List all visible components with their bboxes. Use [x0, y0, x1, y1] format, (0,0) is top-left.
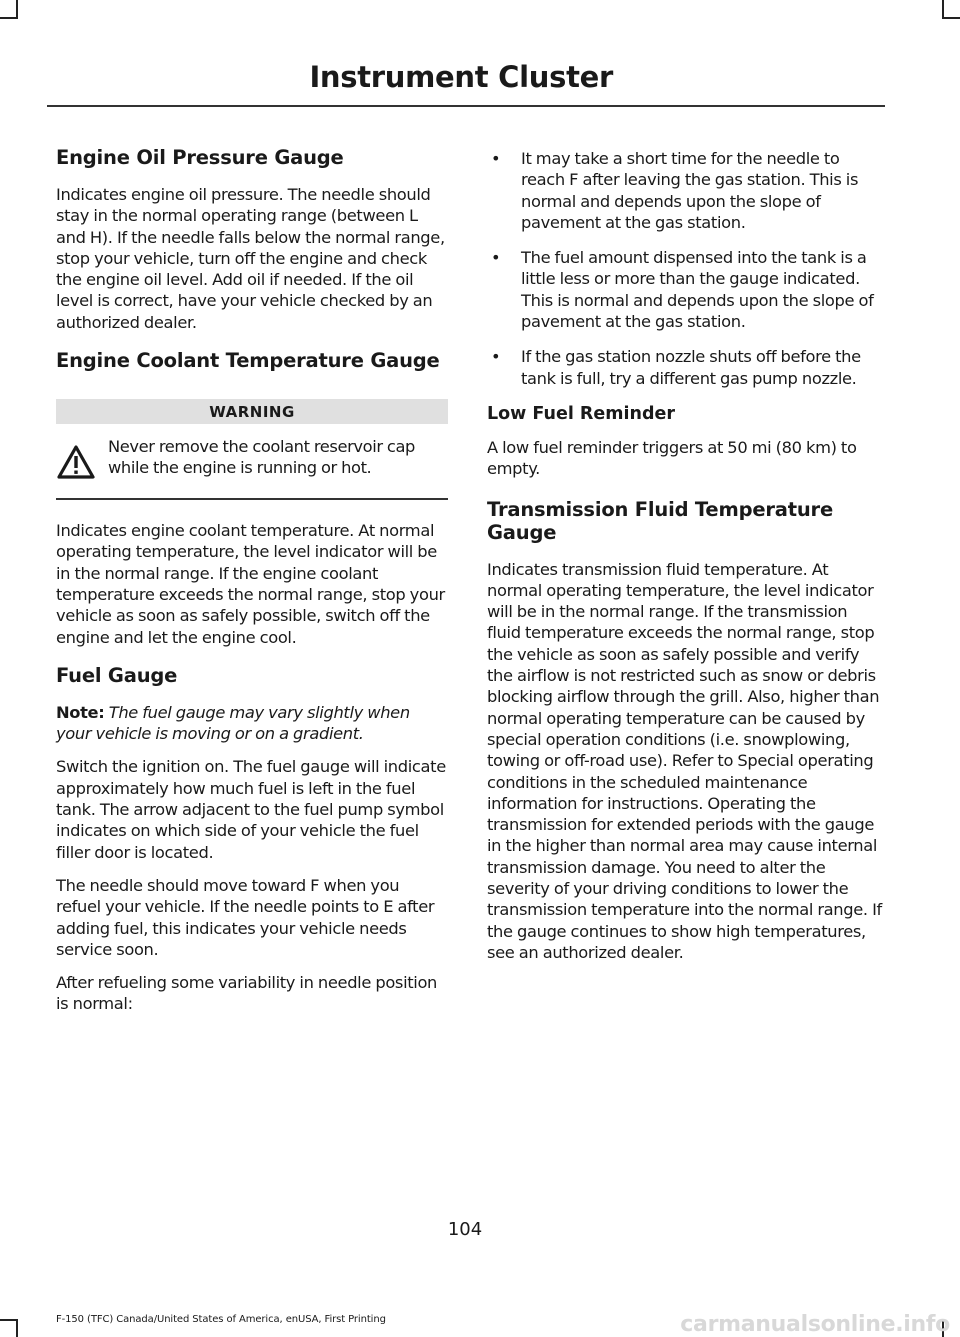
note-text: The fuel gauge may vary slightly when your vehicle is moving or on a gradient.	[56, 702, 410, 744]
list-item	[487, 346, 882, 389]
page-header-title: Instrument Cluster	[309, 60, 613, 94]
fuel-text-1: Switch the ignition on. The fuel gauge will indicate approximately how much fuel is left in the fuel tank. The arrow adjacent to the fuel pump symbol indicates on which side of your vehicle the fuel filler door is located.	[56, 757, 446, 862]
right-column	[487, 148, 882, 975]
oil-pressure-heading: Engine Oil Pressure Gauge	[56, 146, 344, 169]
bullet-glyph: •	[491, 149, 501, 168]
refuel-bullet-list	[487, 148, 882, 389]
crop-mark-top-left-h	[0, 17, 18, 19]
watermark: carmanualsonline.info	[680, 1312, 950, 1337]
header-divider	[47, 105, 885, 107]
list-item-text: It may take a short time for the needle to reach F after leaving the gas station. This is normal and depends upon the slope of pavement at the gas station.	[521, 149, 859, 232]
bullet-glyph: •	[491, 248, 501, 268]
warning-box	[56, 399, 448, 500]
list-item	[487, 148, 882, 233]
crop-mark-top-right-h	[942, 17, 960, 19]
fuel-text-3: After refueling some variability in needle position is normal:	[56, 973, 438, 1014]
transmission-temp-heading: Transmission Fluid Temperature Gauge	[487, 497, 833, 544]
oil-pressure-text: Indicates engine oil pressure. The needle should stay in the normal operating range (between L and H). If the needle falls below the normal range, stop your vehicle, turn off the engine and check the engine oil level. Add oil if needed. If the oil level is correct, have your vehicle checked by an authorized dealer.	[56, 185, 445, 332]
coolant-text: Indicates engine coolant temperature. At normal operating temperature, the level indicator will be in the normal range. If the engine coolant temperature exceeds the normal range, stop your vehicle as soon as safely possible, switch off the engine and let the engine cool.	[56, 521, 445, 647]
warning-label: WARNING	[56, 399, 448, 424]
bullet-glyph: •	[491, 347, 501, 367]
warning-body	[56, 424, 448, 500]
warning-triangle-icon	[56, 444, 108, 484]
publication-footer: F-150 (TFC) Canada/United States of America, enUSA, First Printing	[56, 1314, 386, 1325]
note-label: Note:	[56, 702, 105, 722]
list-item	[487, 247, 882, 332]
fuel-note	[56, 702, 448, 745]
crop-mark-bottom-left-h	[0, 1319, 18, 1321]
low-fuel-heading: Low Fuel Reminder	[487, 403, 675, 424]
list-item-text: If the gas station nozzle shuts off before the tank is full, try a different gas pump nozzle.	[521, 347, 861, 388]
crop-mark-bottom-left-v	[16, 1320, 18, 1337]
page-number: 104	[447, 1219, 483, 1240]
crop-mark-top-right-v	[942, 0, 944, 18]
list-item-text: The fuel amount dispensed into the tank is a little less or more than the gauge indicated. This is normal and depends upon the slope of pavement at the gas station.	[521, 248, 874, 332]
crop-mark-top-left-v	[16, 0, 18, 18]
coolant-heading: Engine Coolant Temperature Gauge	[56, 349, 440, 373]
transmission-temp-text: Indicates transmission fluid temperature. At normal operating temperature, the level indicator will be in the normal range. If the transmission fluid temperature exceeds the normal range, stop the vehicle as soon as safely possible and verify the airflow is not restricted such as snow or debris blocking airflow through the grill. Also, higher than normal operating temperature can be caused by special operation conditions (i.e. snowplowing, towing or off-road use). Refer to Special operating conditions in the scheduled maintenance information for instructions. Operating the transmission for extended periods with the gauge in the higher than normal area may cause internal transmission damage. You need to alter the severity of your driving conditions to lower the transmission temperature into the normal range. If the gauge continues to show high temperatures, see an authorized dealer.	[487, 559, 882, 962]
fuel-gauge-heading: Fuel Gauge	[56, 663, 178, 687]
warning-text: Never remove the coolant reservoir cap while the engine is running or hot.	[108, 437, 415, 478]
fuel-text-2: The needle should move toward F when you refuel your vehicle. If the needle points to E after adding fuel, this indicates your vehicle needs service soon.	[56, 875, 435, 959]
low-fuel-text: A low fuel reminder triggers at 50 mi (80 km) to empty.	[487, 437, 857, 479]
left-column	[56, 140, 448, 1027]
